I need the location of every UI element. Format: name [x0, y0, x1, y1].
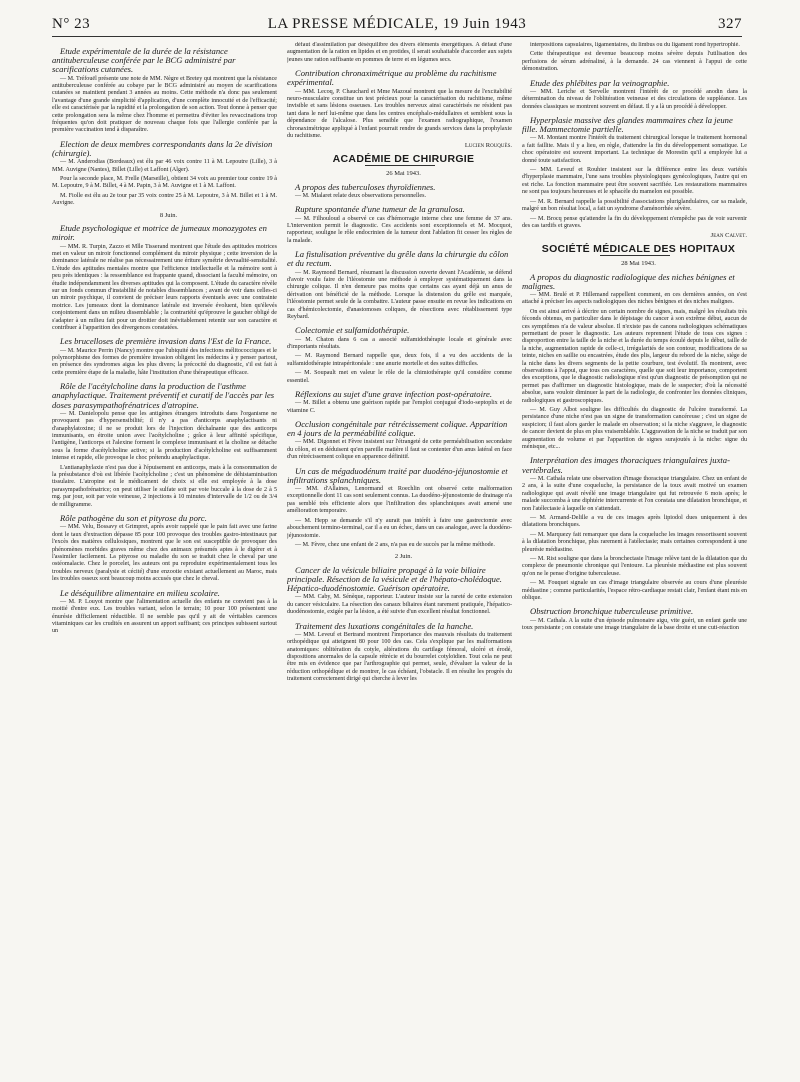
article-title: Etude expérimentale de la durée de la résistance antituberculeuse conférée par le BCG administré par scarifications cutanées. [52, 46, 236, 75]
paragraph: — M. Hepp se demande s'il n'y aurait pas intérêt à faire une gastrectomie avec abouchement termino-terminal, car il a eu un échec, dans un cas analogue, avec la duodéno-jéjunostomie. [287, 517, 512, 539]
paragraph: — M. Danielopolu pense que les antigènes étrangers introduits dans l'organisme ne provoquent pas d'hypersensibilité; il n'y a pas d'anticorps anaphylactisants ni d'anaphylatoxine; il ne se produit lors de l'injection déchaînante que des anticorps immunisants, en étroite union avec l'acétylcholine ; grâce à leur affinité spécifique, l'antigène, l'anticorps et l'alexine forment le complexe immunisant et la choline se détache sous la forme d'acétylcholine active; si la production d'acétylcholine est suffisamment intense et rapide, elle provoque le choc prétendu anaphylactique. [52, 410, 277, 462]
paragraph: — MM. d'Allaines, Lenormand et Roechlin ont observé cette malformation exceptionnelle dont 11 cas sont seulement connus. La duodéno-jéjunostomie de drainage n'a pas semblé très efficiente alors que l'infiltration des splanchniques avait amené une amélioration temporaire. [287, 486, 512, 515]
paragraph: — M. Chaton dans 6 cas a associé sulfamidothérapie locale et générale avec d'importants résultats. [287, 336, 512, 350]
article-title: Rôle de l'acétylcholine dans la production de l'asthme anaphylactique. Traitement préventif et curatif de l'accès par les doses parasympathofrénatrices d'atropine. [52, 381, 275, 410]
section-heading: SOCIÉTÉ MÉDICALE DES HOPITAUX [541, 242, 736, 255]
article-title: La fistulisation préventive du grêle dans la chirurgie du côlon et du rectum. [287, 249, 509, 269]
article-title: Rupture spontanée d'une tumeur de la granulosa. [295, 204, 465, 215]
signature: Jean Calvet. [710, 232, 747, 240]
page-number: 327 [718, 16, 742, 32]
paragraph: — M. Billet a obtenu une guérison rapide par l'emploi conjugué d'iodo-septoplix et de vitamine C. [287, 400, 512, 414]
paragraph: — M. Mialaret relate deux observations personnelles. [295, 192, 426, 199]
article-title: Etude des phlébites par la veinographie. [530, 77, 670, 88]
paragraph: — M. Guy Albot souligne les difficultés du diagnostic de l'ulcère transformé. La persistance d'une niche n'est pas un signe de transformation cancéreuse ; c'est un signe de suspicion; il faut alors garder le malade en observation; si la niche s'aggrave, le diagnostic de cancer devient de plus en plus vraisemblable. L'aggravation de la niche se traduit par son augmentation de volume et par l'apparition de signes surajoutés à la niche: signe du ménisque, etc... [522, 407, 747, 451]
article-title: A propos des tuberculoses thyroïdiennes. [295, 181, 436, 192]
session-date: 26 Mai 1943. [386, 170, 421, 178]
article-title: Traitement des luxations congénitales de la hanche. [295, 620, 474, 631]
paragraph: — M. Raymond Bernard rappelle que, deux fois, il a vu des accidents de la sulfamidothérapie intrapéritonéale : une anurie mortelle et des suites difficiles. [287, 353, 512, 367]
paragraph: — MM. Leveuf et Bertrand montrent l'importance des mauvais résultats du traitement orthopédique qui atteignent 80 pour 100 des cas. Cela s'explique par les malformations anatomiques: oblitération du cotyle, altérations du cartilage fémoral, ulcéré et érodé, dispositions anormales de la capsule rétrécie et du bourrelet cotyloïdien. Tout cela ne peut être mis en évidence que par l'arthrographie qui permet, seule, d'évaluer la valeur de la réduction orthopédique et de montrer, le cas échéant, l'obstacle. Il en résulte les progrès du traitement correctement dirigé qui cherche à lever les [287, 631, 512, 683]
paragraph: — M. Maurice Perrin (Nancy) montre que l'ubiquité des infections mélitococciques et le polymorphisme des formes de première invasion obligent les médecins à y penser partout, en présence des syndromes aigus les plus divers; la précocité du diagnostic, s'il est fait à cette première étape de la maladie, hâte l'institution d'une thérapeutique efficace. [52, 347, 277, 376]
article-title: Occlusion congénitale par rétrécissement colique. Apparition en 4 jours de la perméabilité colique. [287, 419, 508, 439]
header-rule [52, 36, 742, 37]
column-3 [522, 42, 747, 1076]
paragraph: — M. R. Bernard rappelle la possibilité d'associations pluriglandulaires, car sa malade, malgré un bon résultat local, a fait un syndrome d'aménorrhée sévère. [522, 198, 747, 213]
paragraph: L'antianaphylaxie n'est pas due à l'épuisement en anticorps, mais à la consommation de la présubstance d'où est libérée l'acétylcholine ; c'est un phénomène de déhistaminisation tissulaire. L'atropine est le médicament de choix si elle est employée à la dose parasympathofrénatrice; on peut utiliser le sulfate soit par voie buccale à la dose de 2 à 5 mg. par jour, soit par voie veineuse, 2 injections à 10 minutes d'intervalle de 1/2 ou de 3/4 de milligramme. [52, 464, 277, 508]
paragraph: — M. Filhouloud a observé ce cas d'hémorragie interne chez une femme de 37 ans. L'intervention permit le diagnostic. Ces accidents sont exceptionnels et M. Mocquot, rapporteur, souligne le rôle endocrinien de la tumeur dont l'ablation fit cesser les règles de la malade. [287, 215, 512, 244]
paragraph: — M. Cathala relate une observation d'image thoracique triangulaire. Chez un enfant de 2 ans, à la suite d'une coqueluche, la persistance de la toux avait motivé un examen radiologique qui avait révélé une image triangulaire qui fut retrouvée 6 mois après; le malade succomba à une diphtérie intercurrente et l'on constata une dilatation bronchique, et non l'atélectasie à laquelle on s'attendait. [522, 475, 747, 512]
column-1 [52, 42, 277, 1076]
paragraph: — M. Anderodias (Bordeaux) est élu par 46 voix contre 11 à M. Lepoutre (Lille), 3 à MM. Auvigne (Nantes), Billet (Lille) et Laffont (Alger). [52, 159, 277, 173]
issue-date: 19 Juin 1943 [442, 16, 527, 32]
session-date: 28 Mai 1943. [621, 260, 656, 268]
paragraph: défaut d'assimilation par déséquilibre des divers éléments énergétiques. A défaut d'une augmentation de la ration en lipides et en protides, il serait souhaitable d'accorder aux sujets jeunes une ration suffisante en pommes de terre et en légumes secs. [287, 42, 512, 63]
article-title: Rôle pathogène du son et pityrose du porc. [60, 513, 207, 524]
article-title: Interprétation des images thoraciques triangulaires juxta-vertébrales. [522, 455, 730, 475]
journal-title-line [52, 16, 742, 33]
paragraph: — MM. Caby, M. Sénèque, rapporteur. L'auteur insiste sur la rareté de cette extension du cancer vésiculaire. La résection des canaux biliaires étant rarement pratiquée, l'hépatico-duodénostomie, exigée par la lésion, a été suivie d'un excellent résultat fonctionnel. [287, 594, 512, 616]
paragraph: Cette thérapeutique est devenue beaucoup moins sévère depuis l'utilisation des perfusions de sérum adrénaliné, à la demande. 24 cas viennent à l'appui de cette démonstration. [522, 51, 747, 73]
journal-title: LA PRESSE MÉDICALE, [267, 16, 439, 32]
paragraph: — M. Cathala. A la suite d'un épisode pulmonaire aigu, vite guéri, un enfant garde une toux persistante ; on constate une image triangulaire de la base droite et une cuti-réaction [522, 617, 747, 631]
paragraph: — M. Fèvre, chez une enfant de 2 ans, n'a pas eu de succès par la même méthode. [295, 541, 495, 548]
signature: Lucien Rouquès. [464, 142, 512, 150]
section-rule [600, 255, 670, 256]
paragraph: — MM. R. Turpin, Zazzo et Mlle Tisserand montrent que l'étude des aptitudes motrices met en valeur un miroir fonctionnel complément du miroir physique ; cette inversion de la dominance latérale ne réalise pas nécessairement une ériture symétrie devraalité-sensitalité. L'étude des aptitudes mentales montre que l'efficience intellectuelle et la mémoire sont à peu près identiques : la ressemblance est frappante quand, dissociant la faculté mémoire, on étudie indépendamment les diverses aptitudes qui la composent. L'étude du caractère révèle sur un fonds commun d'instabilité de notables dissemblances ; avant de voir dans celles-ci un miroir psychique, il convient de préciser leurs rapports éventuels avec une contrainte motrice. Les jumeaux dont la dominance latérale est inversée évoluent, bien qu'élevés conjointement dans un milieu dissemblable ; la contrariété qu'éprouve le gaucher obligé de s'adapter à un milieu fait pour un droitier doit inévitablement retentir sur son caractère et contribuer à l'apparition des divergences constatées. [52, 243, 277, 331]
paragraph: M. Fiolle est élu au 2e tour par 35 voix contre 25 à M. Lepoutre, 3 à M. Billet et 1 à M. Auvigne. [52, 192, 277, 207]
article-title: Obstruction bronchique tuberculeuse primitive. [530, 606, 694, 617]
session-date: 8 Juin. [159, 211, 178, 219]
article-title: Un cas de mégaduodénum traité par duodéno-jéjunostomie et infiltrations splanchniques. [287, 465, 508, 485]
paragraph: — MM. Leveuf et Rouhier insistent sur la différence entre les deux variétés d'hyperplasie mammaire, l'une sans troubles physiologiques gynécologiques, l'autre qui en est riche. La fonction mammaire peut être souvent sacrifiée. Les restaurations mammaires ne sont pas toujours heureuses et le sphacèle du mamelon est possible. [522, 167, 747, 196]
paragraph: — M. Tréfouël présente une note de MM. Nègre et Bretey qui montrent que la résistance antituberculeuse conférée au cobaye par le BCG administré au moyen de scarifications cutanées se maintient pendant 3 années au moins. Cette méthode n'a donc pas seulement l'avantage d'une grande simplicité d'application, d'une complète innocuité et de l'efficacité; elle est caractérisée par la rapidité et la prolongation de son action. Tout donne à penser que cette prolongation sera la même chez l'homme et permettra d'éviter les revaccinations trop fréquentes qu'on doit pratiquer de nouveau chaque fois que l'allergie conférée par la première vaccination tend à disparaître. [52, 75, 277, 134]
article-title: Cancer de la vésicule biliaire propagé à la voie biliaire principale. Résection de la vésicule et de l'hépato-cholédoque. Hépatico-duodénostomie. Guérison opératoire. [287, 564, 502, 594]
paragraph: — M. Armand-Delille a vu de ces images après lipiodol dues uniquement à des dilatations bronchiques. [522, 514, 747, 529]
paragraph: — MM. Leriche et Servelle montrent l'intérêt de ce procédé anodin dans la détermination du niveau de l'oblitération veineuse et des circulations de suppléance. Les données classiques se montrent souvent en défaut. Il y a là un procédé à développer. [522, 88, 747, 110]
paragraph: — MM. Velu, Bossavy et Grimpret, après avoir rappelé que le pain fait avec une farine dont le taux d'extraction dépasse 85 pour 100 provoque des troubles gastro-intestinaux par l'excès des matières cellulosiques, montrent que le son est susceptible de provoquer des phénomènes morbides graves même chez des animaux présumés aptes à le digérer et à l'assimiler facilement. La pityrose ou maladie du son se traduit chez le cheval par une ostéomalacie. Chez le porcelet, les auteurs ont pu reproduire expérimentalement tous les troubles nerveux (paralysie et cécité) d'une enzootie existant actuellement au Maroc, mais les troubles osseux sont beaucoup moins accusés que chez le cheval. [52, 524, 277, 583]
paragraph: — MM. Lecoq, P. Chauchard et Mme Mazoué montrent que la mesure de l'excitabilité neuro-musculaire constitue un test précieux pour la caractérisation du rachitisme, même invisible et sans lésions osseuses. Les troubles nerveux ainsi caractérisés ne résident pas tant dans le nerf lui-même que dans les centres encéphalo-médullaires et semblent sous la dépendance de l'alcalose. Plus sensible que l'examen radiographique, l'examen chronaximétrique appliqué à l'enfant pourrait rendre de grands services dans la prophylaxie du rachitisme. [287, 88, 512, 140]
section-heading: ACADÉMIE DE CHIRURGIE [332, 152, 475, 165]
paragraph: — M. Fouquet signale un cas d'image triangulaire observée au cours d'une pleurésie médiastine ; comme particularités, l'espace rétro-cardiaque restait clair, l'enfant étant mis en oblique. [522, 580, 747, 601]
article-title: Le déséquilibre alimentaire en milieu scolaire. [60, 587, 220, 598]
article-title: A propos du diagnostic radiologique des niches bénignes et malignes. [522, 271, 735, 291]
article-title: Les brucelloses de première invasion dans l'Est de la France. [60, 336, 272, 347]
issue-number: N° 23 [52, 16, 91, 32]
paragraph: — M. P. Louyot montre que l'alimentation actuelle des enfants ne convient pas à la moitié d'entre eux. Les troubles variant, selon le terrain; 10 pour 100 présentent une énurésie difficilement réductible. Il ne semble pas qu'il y ait de véritables carences vitaminiques car les crudités en assurent un apport suffisant; ces principes subissent surtout un [52, 598, 277, 635]
article-title: Réflexions au sujet d'une grave infection post-opératoire. [295, 389, 492, 400]
paragraph: — M. Montant montre l'intérêt du traitement chirurgical lorsque le traitement hormonal a fait faillite. Mais il y a lieu, en règle, d'attendre la fin du développement somatique. Le choc opératoire est souvent important. La technique de Morestin qu'il a employée lui a donné toute satisfaction. [522, 135, 747, 164]
section-rule [365, 165, 435, 166]
session-date: 2 Juin. [394, 553, 413, 561]
paragraph: Pour la seconde place, M. Frelle (Marseille), obtient 34 voix au premier tour contre 19 à M. Lepoutre, 9 à M. Billet, 4 à M. Papin, 3 à M. Auvigne et 1 à M. Laffont. [52, 176, 277, 190]
paragraph: — M. Rist souligne que dans la bronchectasie l'image relève tant de la dilatation que du complexe de pneumonie chronique qui l'entoure. La pleurésie médiastine est plus souvent qu'on ne le pense d'origine tuberculeuse. [522, 555, 747, 577]
article-title: Etude psychologique et motrice de jumeaux monozygotes en miroir. [52, 223, 267, 243]
paragraph: — MM. Digonnet et Fèvre insistent sur l'étrangeté de cette perméabilisation secondaire du côlon, et en déduisent qu'en pareille matière il faut se contenter d'un anus latéral en face d'un rétrécissement colique en apparence définitif. [287, 439, 512, 461]
paragraph: — M. Soupault met en valeur le rôle de la chimiothérapie qu'il considère comme essentiel. [287, 370, 512, 384]
paragraph: — M. Marquezy fait remarquer que dans la coqueluche les images ressortissent souvent à la dilatation bronchique, plus rarement à l'atélectasie; mais certaines correspondent à une pleurésie médiastine. [522, 531, 747, 553]
article-title: Contribution chronaximétrique au problème du rachitisme expérimental. [287, 68, 497, 88]
article-title: Colectomie et sulfamidothérapie. [295, 325, 410, 336]
paragraph: — MM. Brulé et P. Hillemand rappellent comment, en ces dernières années, on s'est attaché à préciser les aspects radiologiques des niches bénignes et des niches malignes. [522, 291, 747, 306]
article-title: Hyperplasie massive des glandes mammaires chez la jeune fille. Mammectomie partielle. [522, 115, 733, 135]
page-header [52, 14, 742, 36]
article-title: Election de deux membres correspondants dans la 2e division (chirurgie). [52, 138, 273, 159]
column-2 [287, 42, 512, 1076]
paragraph: — M. Brocq pense qu'attendre la fin du développement n'empêche pas de voir survenir des cas tardifs et graves. [522, 215, 747, 229]
paragraph: interpositions capsulaires, ligamentaires, du limbus ou du ligament rond hypertrophié. [530, 42, 740, 48]
paragraph: — M. Raymond Bernard, résumant la discussion ouverte devant l'Académie, se défend d'avoir voulu faire de l'iléostomie une méthode à employer systématiquement dans la chirurgie colique. Il n'en demeure pas moins que certains cas ayant déjà un anus de dérivation ont bénéficié de la méthode. Lorsque la distension du grêle est marquée, l'iléostomie permet seule de la combattre. L'auteur passe ensuite en revue les indications en cas d'hémicolectomie, d'anastomoses coliques, de résections avec rétablissement type Reybard. [287, 269, 512, 320]
paragraph: On est ainsi arrivé à décrire un certain nombre de signes, mais, malgré les résultats très féconds obtenus, en particulier dans le dépistage du cancer à son extrême début, aucun de ces symptômes n'a de valeur absolue. Il n'existe pas de canons radiologiques schématiques permettant de poser le diagnostic. Les auteurs reprennent l'étude de tous ces signes : disproportion entre la taille de la niche et la durée du temps écoulé depuis le début, taille de la niche, augmentation rapide de celle-ci, irrégularités de son contour, modifications de sa teinte, niches en saillie ou encastrées, étude des plis, largeur du rebord de la niche, siège de la niche dans les divers segments de la petite courbure, test évolutif. Ils montrent, avec observations à l'appui, que tous ces caractères, quelle que soit leur importance, comportent des exceptions, que le diagnostic radiologique n'est qu'un diagnostic de présomption qui ne permet pas d'affirmer un diagnostic histologique, mais de le suspecter; d'où la nécessité absolue, sans vouloir diminuer la part de la radiologie, de confronter les données cliniques, radiologiques et gastroscopiques. [522, 308, 747, 404]
